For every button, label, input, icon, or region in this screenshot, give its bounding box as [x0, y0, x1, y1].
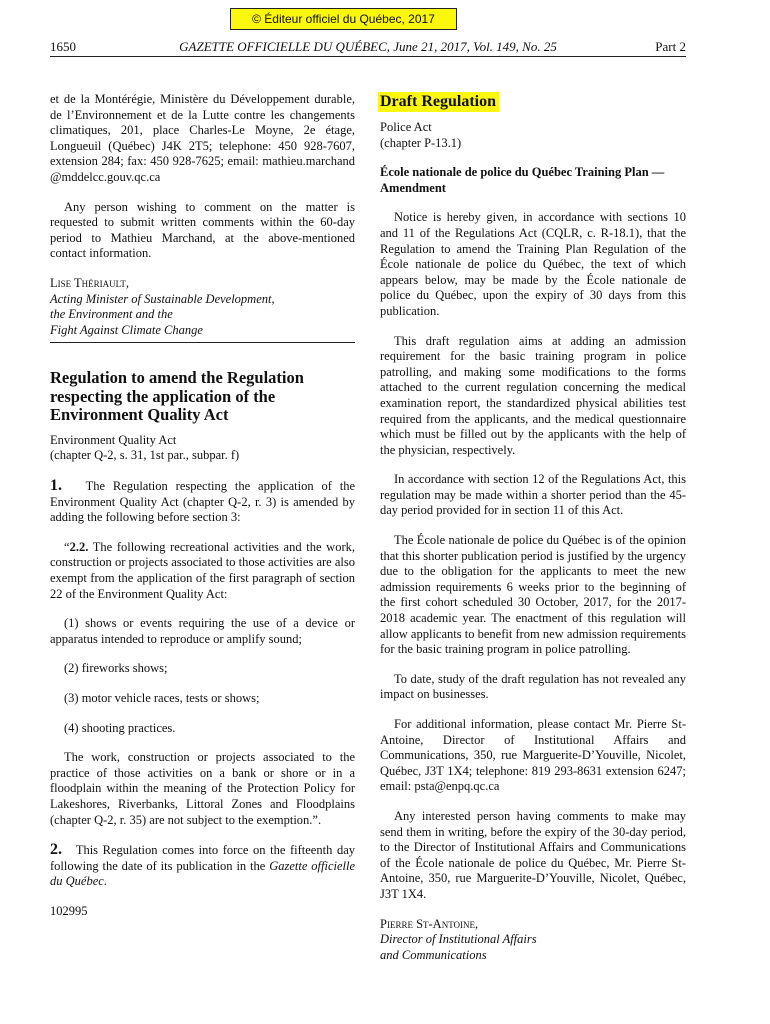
- list-item: (2) fireworks shows;: [64, 661, 168, 676]
- notice-paragraph: Notice is hereby given, in accordance with sections 10 and 11 of the Regulations Act (CQLR, c. R-18.1), that the Regulation to amend the Training Plan Regulation of the École nationale de police du Québec, the text of which appears below, may be made by the École nationale de police du Québec, upon the expiry of 30 days from this publication.: [380, 210, 686, 318]
- signatory-title-line: and Communications: [380, 947, 487, 962]
- section-2: [50, 842, 355, 890]
- regulation-title: Regulation to amend the Regulation respecting the application of the Environment Quality Act: [50, 368, 304, 425]
- signature-block: [50, 276, 355, 338]
- comments-paragraph: Any interested person having comments to make may send them in writing, before the expiry of the 30-day period, to the Director of Institutional Affairs and Communications of the École nationale de police du Québec, Mr. Pierre St-Antoine, 350, rue Marguerite-D’Youville, Nicolet, Québec, J3T 1X4.: [380, 808, 686, 901]
- impact-paragraph: To date, study of the draft regulation has not revealed any impact on businesses.: [380, 671, 686, 702]
- section-text: The Regulation respecting the application of the Environment Quality Act (chapter Q-2, r. 3) is amended by adding the following before section 3:: [50, 479, 355, 525]
- gazette-name: Gazette officielle du Québec: [50, 858, 356, 889]
- signature-block: [380, 917, 686, 964]
- section-number: 2.: [50, 841, 62, 859]
- section-1: [50, 478, 355, 526]
- quote-mark: “: [64, 539, 70, 554]
- part-label: Part 2: [655, 39, 686, 54]
- contact-continuation: et de la Montérégie, Ministère du Développement durable, de l’Environnement et de la Lutte contre les changements climatiques, 201, place Charles-Le Moyne, 2e étage, Longueuil (Québec) J4K 2T5; telephone: 450 928-7607, extension 284; fax: 450 928-7625; email: mathieu.marchand @mddelcc.gouv.qc.ca: [50, 92, 355, 184]
- signatory-name: Lise Thériault,: [50, 275, 129, 290]
- list-item: (3) motor vehicle races, tests or shows;: [64, 690, 260, 705]
- document-number: 102995: [50, 903, 88, 918]
- section-text: This Regulation comes into force on the fifteenth day following the date of its publication in the: [50, 843, 355, 873]
- section-2-2: [50, 540, 355, 602]
- left-column: [50, 92, 355, 919]
- signatory-title-line: Fight Against Climate Change: [50, 322, 203, 337]
- act-name: Police Act: [380, 120, 432, 134]
- floodplain-paragraph: The work, construction or projects associated to the practice of those activities on a bank or shore or in a floodplain within the meaning of the Protection Policy for Lakeshores, Riverbanks, Littoral Zones and Floodplains (chapter Q-2, r. 35) are not subject to the exemption.”.: [50, 750, 355, 827]
- draft-regulation-heading: Draft Regulation: [378, 92, 499, 112]
- act-chapter: (chapter Q-2, s. 31, 1st par., subpar. f): [50, 448, 240, 463]
- list-item: (1) shows or events requiring the use of a device or apparatus intended to reproduce or amplify sound;: [50, 616, 355, 646]
- comment-paragraph: Any person wishing to comment on the matter is requested to submit written comments within the 60-day period to Mathieu Marchand, at the above-mentioned contact information.: [50, 199, 355, 261]
- enabling-act: [380, 120, 686, 151]
- right-column: [380, 92, 686, 963]
- act-name: Environment Quality Act: [50, 432, 177, 447]
- section-text: The following recreational activities and the work, construction or projects associated to those activities are also exempt from the application of the first paragraph of section 22 of the Environment Quality Act:: [50, 539, 355, 601]
- copyright-banner: © Éditeur officiel du Québec, 2017: [230, 8, 457, 30]
- contact-paragraph: For additional information, please contact Mr. Pierre St-Antoine, Director of Institutional Affairs and Communications, 350, rue Marguerite-D’Youville, Nicolet, Québec, J3T 1X4; telephone: 819 293-8631 extension 6247; email: psta@enpq.qc.ca: [380, 717, 686, 794]
- section-number: 1.: [50, 477, 62, 494]
- period: .: [103, 874, 107, 889]
- section-number: 2.2.: [69, 539, 89, 554]
- shorter-period-paragraph: In accordance with section 12 of the Regulations Act, this regulation may be made within a shorter period than the 45-day period provided for in section 11 of this Act.: [380, 472, 686, 518]
- enabling-act: [50, 433, 355, 464]
- signatory-title-line: Director of Institutional Affairs: [380, 932, 537, 947]
- page-number: 1650: [50, 39, 76, 54]
- list-item: (4) shooting practices.: [64, 720, 176, 735]
- purpose-paragraph: This draft regulation aims at adding an admission requirement for the basic training program in police patrolling, and making some modifications to the forms attached to the current regulation concerning the medical examination report, the standardized physical abilities test required from the applicants, and the medical questionnaire which must be filled out by the applicants with the help of the physician, respectively.: [380, 333, 686, 457]
- signatory-name: Pierre St-Antoine,: [380, 916, 479, 931]
- urgency-paragraph: The École nationale de police du Québec is of the opinion that this shorter publication period is justified by the urgency due to the obligation for the applicants to meet the new admission requirements 6 weeks prior to the beginning of the first cohort scheduled 30 October, 2017, for the 2017-2018 academic year. The enactment of this regulation will allow applicants to benefit from new admission requirements for the basic training program in police patrolling.: [380, 533, 686, 657]
- training-plan-title: École nationale de police du Québec Training Plan —Amendment: [380, 165, 665, 195]
- signatory-title-line: Acting Minister of Sustainable Development,: [50, 291, 275, 306]
- act-chapter: (chapter P-13.1): [380, 135, 462, 150]
- page-header: [50, 38, 686, 57]
- gazette-title: GAZETTE OFFICIELLE DU QUÉBEC, June 21, 2017, Vol. 149, No. 25: [179, 39, 557, 54]
- signatory-title-line: the Environment and the: [50, 307, 173, 322]
